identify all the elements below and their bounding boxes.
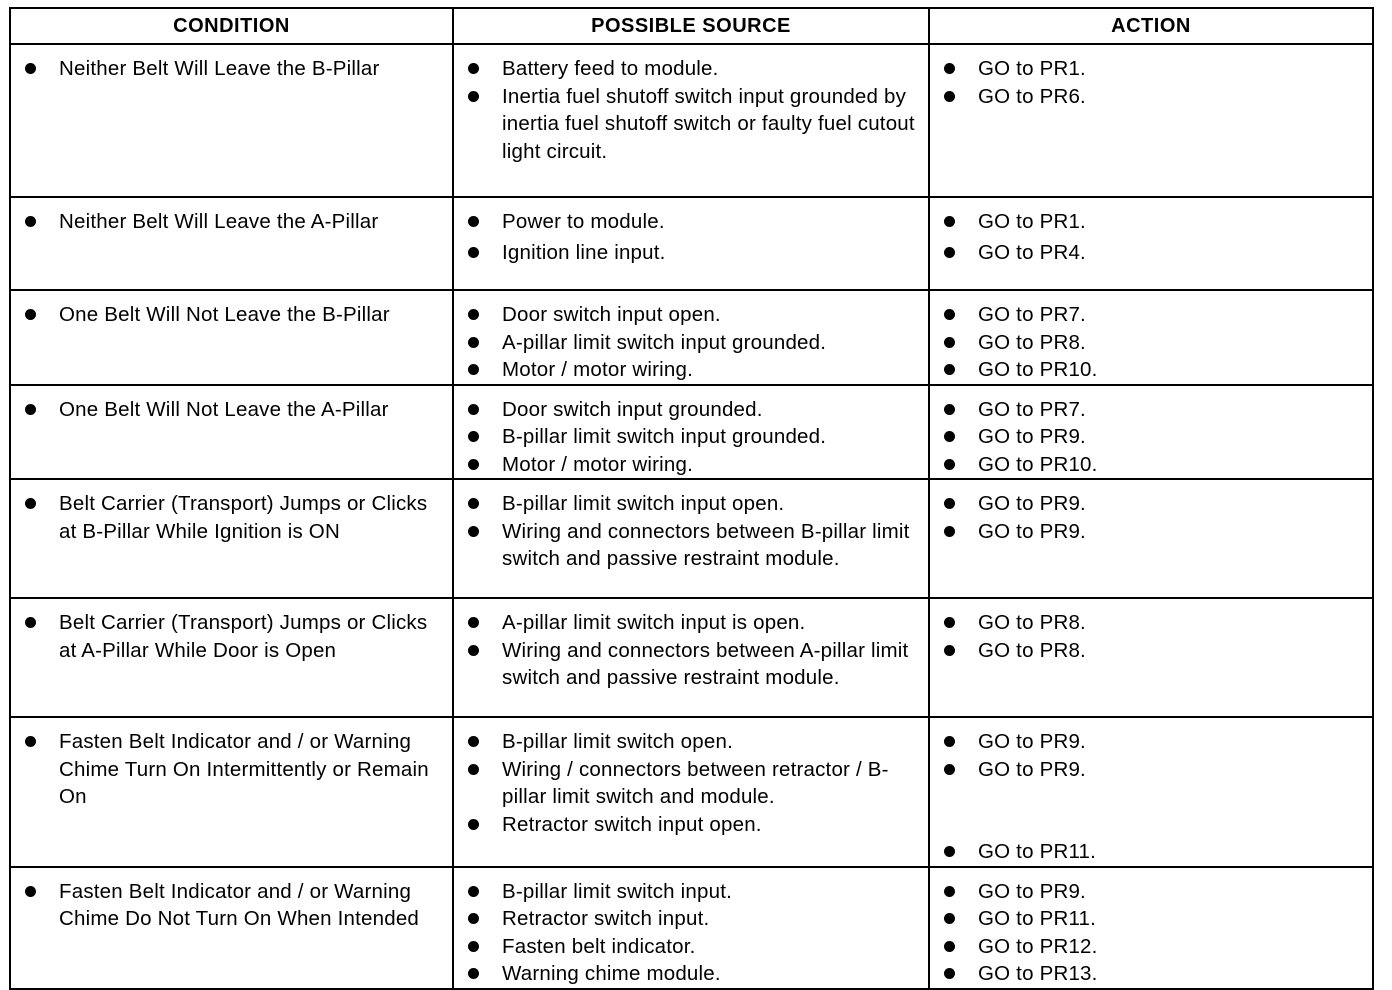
bullet-icon <box>942 356 978 383</box>
action-text: GO to PR10. <box>978 452 1098 476</box>
bullet-icon <box>466 933 502 960</box>
source-cell <box>453 598 929 717</box>
bullet-icon <box>466 239 502 266</box>
action-cell <box>929 598 1373 717</box>
bullet-icon <box>942 208 978 235</box>
action-text: GO to PR9. <box>978 492 1086 515</box>
bullet-icon <box>942 960 978 987</box>
source-cell <box>453 867 929 989</box>
source-text: B-pillar limit switch input grounded. <box>502 425 827 448</box>
bullet-icon <box>942 451 978 478</box>
bullet-icon <box>942 637 978 664</box>
bullet-icon <box>466 208 502 235</box>
bullet-icon <box>23 609 59 636</box>
source-cell <box>453 197 929 290</box>
source-text: Inertia fuel shutoff switch input grounded by inertia fuel shutoff switch or faulty fuel cutout light circuit. <box>502 84 915 163</box>
condition-cell <box>10 44 453 197</box>
action-text: GO to PR11. <box>978 907 1097 930</box>
action-text: GO to PR7. <box>978 397 1086 421</box>
bullet-icon <box>466 423 502 450</box>
source-text: Door switch input grounded. <box>502 397 763 421</box>
bullet-icon <box>466 878 502 905</box>
condition-text: Belt Carrier (Transport) Jumps or Clicks at A-Pillar While Door is Open <box>59 611 428 662</box>
bullet-icon <box>942 83 978 110</box>
bullet-icon <box>23 396 59 423</box>
bullet-icon <box>466 396 502 423</box>
source-text: A-pillar limit switch input is open. <box>502 611 806 634</box>
bullet-icon <box>942 728 978 755</box>
header-condition: CONDITION <box>10 8 453 44</box>
bullet-icon <box>466 609 502 636</box>
bullet-icon <box>466 811 502 838</box>
condition-text: One Belt Will Not Leave the A-Pillar <box>59 397 389 421</box>
bullet-icon <box>466 329 502 356</box>
action-text: GO to PR9. <box>978 425 1086 448</box>
bullet-icon <box>466 490 502 517</box>
source-cell <box>453 385 929 480</box>
header-action: ACTION <box>929 8 1373 44</box>
bullet-icon <box>942 396 978 423</box>
table-row <box>10 290 1373 385</box>
source-text: Battery feed to module. <box>502 57 719 80</box>
header-possible-source: POSSIBLE SOURCE <box>453 8 929 44</box>
source-text: Warning chime module. <box>502 962 721 985</box>
bullet-icon <box>466 637 502 664</box>
table-header-row <box>10 8 1373 44</box>
bullet-icon <box>942 329 978 356</box>
source-cell <box>453 717 929 867</box>
bullet-icon <box>23 301 59 328</box>
source-text: Door switch input open. <box>502 303 721 326</box>
action-cell <box>929 717 1373 867</box>
action-text: GO to PR8. <box>978 611 1086 634</box>
bullet-icon <box>942 490 978 517</box>
source-cell <box>453 44 929 197</box>
condition-text: One Belt Will Not Leave the B-Pillar <box>59 303 390 326</box>
table-row <box>10 197 1373 290</box>
source-text: Motor / motor wiring. <box>502 358 694 381</box>
bullet-icon <box>942 55 978 82</box>
bullet-icon <box>466 451 502 478</box>
action-text: GO to PR10. <box>978 358 1098 381</box>
bullet-icon <box>23 55 59 82</box>
condition-text: Belt Carrier (Transport) Jumps or Clicks at B-Pillar While Ignition is ON <box>59 492 428 543</box>
bullet-icon <box>942 878 978 905</box>
source-text: B-pillar limit switch input open. <box>502 492 785 515</box>
bullet-icon <box>942 423 978 450</box>
diagnosis-table <box>9 7 1374 990</box>
action-text: GO to PR9. <box>978 519 1086 543</box>
condition-text: Fasten Belt Indicator and / or Warning Chime Turn On Intermittently or Remain On <box>59 730 429 808</box>
action-text: GO to PR13. <box>978 962 1098 985</box>
condition-cell <box>10 197 453 290</box>
action-text: GO to PR4. <box>978 240 1086 264</box>
action-text: GO to PR1. <box>978 57 1086 80</box>
action-text: GO to PR11. <box>978 840 1097 863</box>
bullet-icon <box>466 905 502 932</box>
source-text: Wiring and connectors between A-pillar limit switch and passive restraint module. <box>502 638 909 689</box>
condition-cell <box>10 290 453 385</box>
bullet-icon <box>466 301 502 328</box>
action-cell <box>929 197 1373 290</box>
table-row <box>10 598 1373 717</box>
bullet-icon <box>942 933 978 960</box>
condition-text: Neither Belt Will Leave the B-Pillar <box>59 57 380 80</box>
action-text: GO to PR8. <box>978 330 1086 354</box>
action-cell <box>929 290 1373 385</box>
bullet-icon <box>466 960 502 987</box>
condition-text: Neither Belt Will Leave the A-Pillar <box>59 210 379 233</box>
bullet-icon <box>942 609 978 636</box>
action-text: GO to PR9. <box>978 879 1086 903</box>
source-text: Power to module. <box>502 210 665 233</box>
bullet-icon <box>23 208 59 235</box>
action-cell <box>929 479 1373 598</box>
source-text: Wiring and connectors between B-pillar limit switch and passive restraint module. <box>502 519 910 570</box>
source-text: Fasten belt indicator. <box>502 934 696 958</box>
action-cell <box>929 385 1373 480</box>
source-text: Wiring / connectors between retractor / B-pillar limit switch and module. <box>502 757 889 808</box>
bullet-icon <box>23 490 59 517</box>
table-row <box>10 479 1373 598</box>
condition-cell <box>10 385 453 480</box>
source-text: Motor / motor wiring. <box>502 452 694 476</box>
bullet-icon <box>942 838 978 865</box>
table-row <box>10 44 1373 197</box>
action-cell <box>929 44 1373 197</box>
table-row <box>10 717 1373 867</box>
bullet-icon <box>466 83 502 110</box>
action-text: GO to PR6. <box>978 84 1086 108</box>
source-text: Retractor switch input open. <box>502 812 762 836</box>
bullet-icon <box>466 728 502 755</box>
action-text: GO to PR9. <box>978 757 1086 781</box>
bullet-icon <box>466 518 502 545</box>
bullet-icon <box>466 756 502 783</box>
condition-text: Fasten Belt Indicator and / or Warning Chime Do Not Turn On When Intended <box>59 879 420 930</box>
condition-cell <box>10 717 453 867</box>
source-text: B-pillar limit switch open. <box>502 730 733 753</box>
source-cell <box>453 479 929 598</box>
source-text: Retractor switch input. <box>502 907 710 930</box>
action-cell <box>929 867 1373 989</box>
action-text: GO to PR12. <box>978 934 1098 958</box>
source-text: B-pillar limit switch input. <box>502 879 733 903</box>
bullet-icon <box>23 728 59 755</box>
table-row <box>10 867 1373 989</box>
action-text: GO to PR1. <box>978 210 1086 233</box>
condition-cell <box>10 867 453 989</box>
bullet-icon <box>942 756 978 783</box>
table-row <box>10 385 1373 480</box>
bullet-icon <box>942 518 978 545</box>
condition-cell <box>10 598 453 717</box>
source-cell <box>453 290 929 385</box>
bullet-icon <box>23 878 59 905</box>
condition-cell <box>10 479 453 598</box>
bullet-icon <box>942 239 978 266</box>
action-text: GO to PR9. <box>978 730 1086 753</box>
bullet-icon <box>942 301 978 328</box>
source-text: A-pillar limit switch input grounded. <box>502 330 827 354</box>
source-text: Ignition line input. <box>502 240 666 264</box>
action-text: GO to PR7. <box>978 303 1086 326</box>
bullet-icon <box>942 905 978 932</box>
action-text: GO to PR8. <box>978 638 1086 662</box>
bullet-icon <box>466 356 502 383</box>
bullet-icon <box>466 55 502 82</box>
